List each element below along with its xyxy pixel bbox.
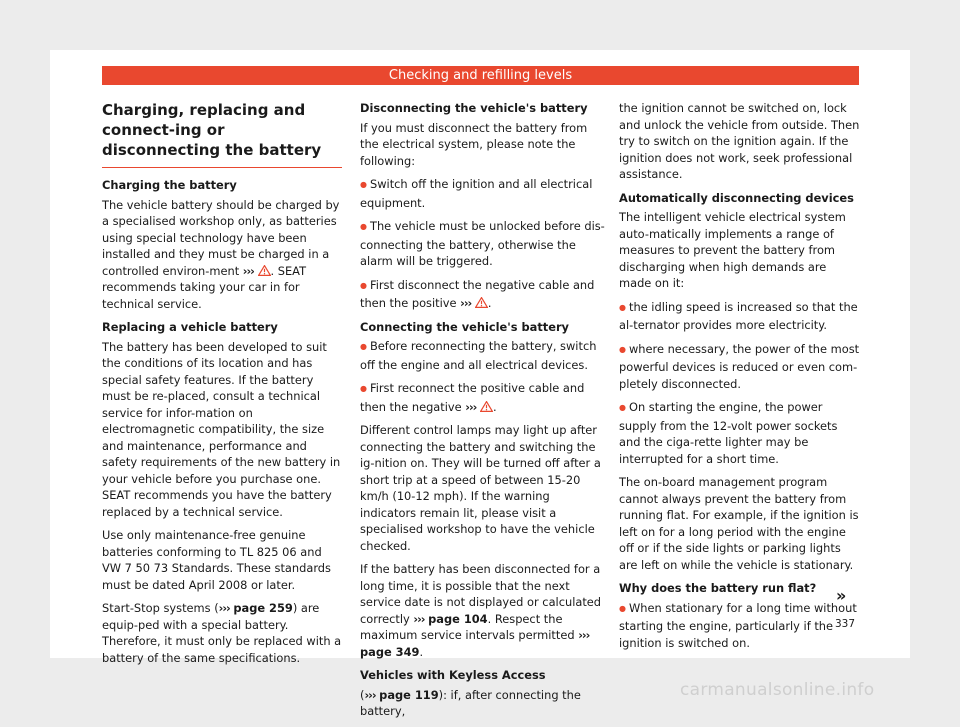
ref-arrow[interactable]: ›››: [242, 263, 254, 278]
management-paragraph: The on-board management program cannot always prevent the battery from running flat. For example, if the ignition is left on for a long period with the engine off or if the side lights or parking lights are left on while the vehicle is stationary.: [619, 475, 859, 572]
bullet-item: ● When stationary for a long time without starting the engine, particularly if the ignition is switched on.: [619, 600, 861, 652]
continue-mark: »: [836, 586, 847, 605]
warning-icon[interactable]: [475, 297, 488, 308]
auto-disconnect-intro: The intelligent vehicle electrical system auto-matically implements a range of measures to prevent the battery from discharging when high demands are made on it:: [619, 210, 846, 290]
bullet-item: ● the idling speed is increased so that the al-ternator provides more electricity.: [619, 299, 861, 334]
why-flat-title: Why does the battery run flat?: [619, 581, 817, 595]
ignition-paragraph: the ignition cannot be switched on, lock and unlock the vehicle from outside. Then try to switch on the ignition again. If the ignition does not work, seek professional assistance.: [619, 101, 860, 181]
charging-paragraph: The vehicle battery should be charged by a specialised workshop only, as batteries using special technology have been installed and they must be charged in a controlled environ-ment ››› . SEAT recommends taking your car in for technical service.: [102, 197, 340, 311]
bullet-item: ● On starting the engine, the power supply from the 12-volt power sockets and the ciga-rette lighter may be interrupted for a short time.: [619, 399, 861, 467]
bullet-item: ● Switch off the ignition and all electrical equipment.: [360, 176, 605, 211]
column-left: [102, 100, 342, 673]
lamps-paragraph: Different control lamps may light up after connecting the battery and switching the ig-nition on. They will be turned off after a short trip at a speed of between 15-20 km/h (10-12 mph). If the warning indicators remain lit, please visit a specialised workshop to have the vehicle checked.: [360, 423, 601, 553]
keyless-title: Vehicles with Keyless Access: [360, 668, 546, 682]
warning-icon[interactable]: [258, 265, 271, 276]
page-link[interactable]: page 119: [379, 687, 439, 702]
maintenance-paragraph: Use only maintenance-free genuine batteries conforming to TL 825 06 and VW 7 50 73 Standards. These standards must be dated April 2008 or later.: [102, 528, 331, 592]
section-heading: Charging, replacing and connect-ing or disconnecting the battery: [102, 100, 342, 168]
page-link[interactable]: page 104: [428, 611, 488, 626]
bullet-item: ● First disconnect the negative cable and then the positive ››› .: [360, 277, 605, 312]
startstop-paragraph: Start-Stop systems (››› page 259) are equip-ped with a special battery. Therefore, it must only be replaced with a battery of the same specifications.: [102, 601, 342, 665]
replacing-paragraph: The battery has been developed to suit the conditions of its location and has special safety features. If the battery must be re-placed, consult a technical service for infor-mation on electromagnetic compatibility, the size and maintenance, performance and safety requirements of the new battery in your vehicle before you purchase one. SEAT recommends you have the battery replaced by a technical service.: [102, 339, 341, 519]
column-right: [619, 100, 861, 658]
page-number: 337: [835, 618, 856, 630]
keyless-paragraph: (››› page 119): if, after connecting the battery,: [360, 687, 581, 718]
charging-title: Charging the battery: [102, 178, 237, 192]
auto-disconnect-title: Automatically disconnecting devices: [619, 190, 854, 205]
warning-icon[interactable]: [480, 401, 493, 412]
disconnecting-intro: If you must disconnect the battery from the electrical system, please note the following:: [360, 120, 588, 168]
connecting-title: Connecting the vehicle's battery: [360, 319, 569, 334]
page-link[interactable]: page 349: [360, 644, 420, 659]
bullet-item: ● Before reconnecting the battery, switch off the engine and all electrical devices.: [360, 338, 605, 373]
column-middle: [360, 100, 605, 727]
watermark: carmanualsonline.info: [680, 680, 875, 700]
bullet-item: ● The vehicle must be unlocked before dis-connecting the battery, otherwise the alarm will be triggered.: [360, 218, 605, 270]
bullet-item: ● where necessary, the power of the most powerful devices is reduced or even com-pletely disconnected.: [619, 341, 861, 393]
service-paragraph: If the battery has been disconnected for a long time, it is possible that the next service date is not displayed or calculated correctly ››› page 104. Respect the maximum service intervals permitted ››› page 349.: [360, 562, 602, 659]
bullet-item: ● First reconnect the positive cable and then the negative ››› .: [360, 380, 605, 415]
page-link[interactable]: page 259: [233, 601, 293, 615]
replacing-title: Replacing a vehicle battery: [102, 320, 278, 334]
page-header-banner: Checking and refilling levels: [102, 66, 859, 85]
disconnecting-title: Disconnecting the vehicle's battery: [360, 101, 588, 115]
